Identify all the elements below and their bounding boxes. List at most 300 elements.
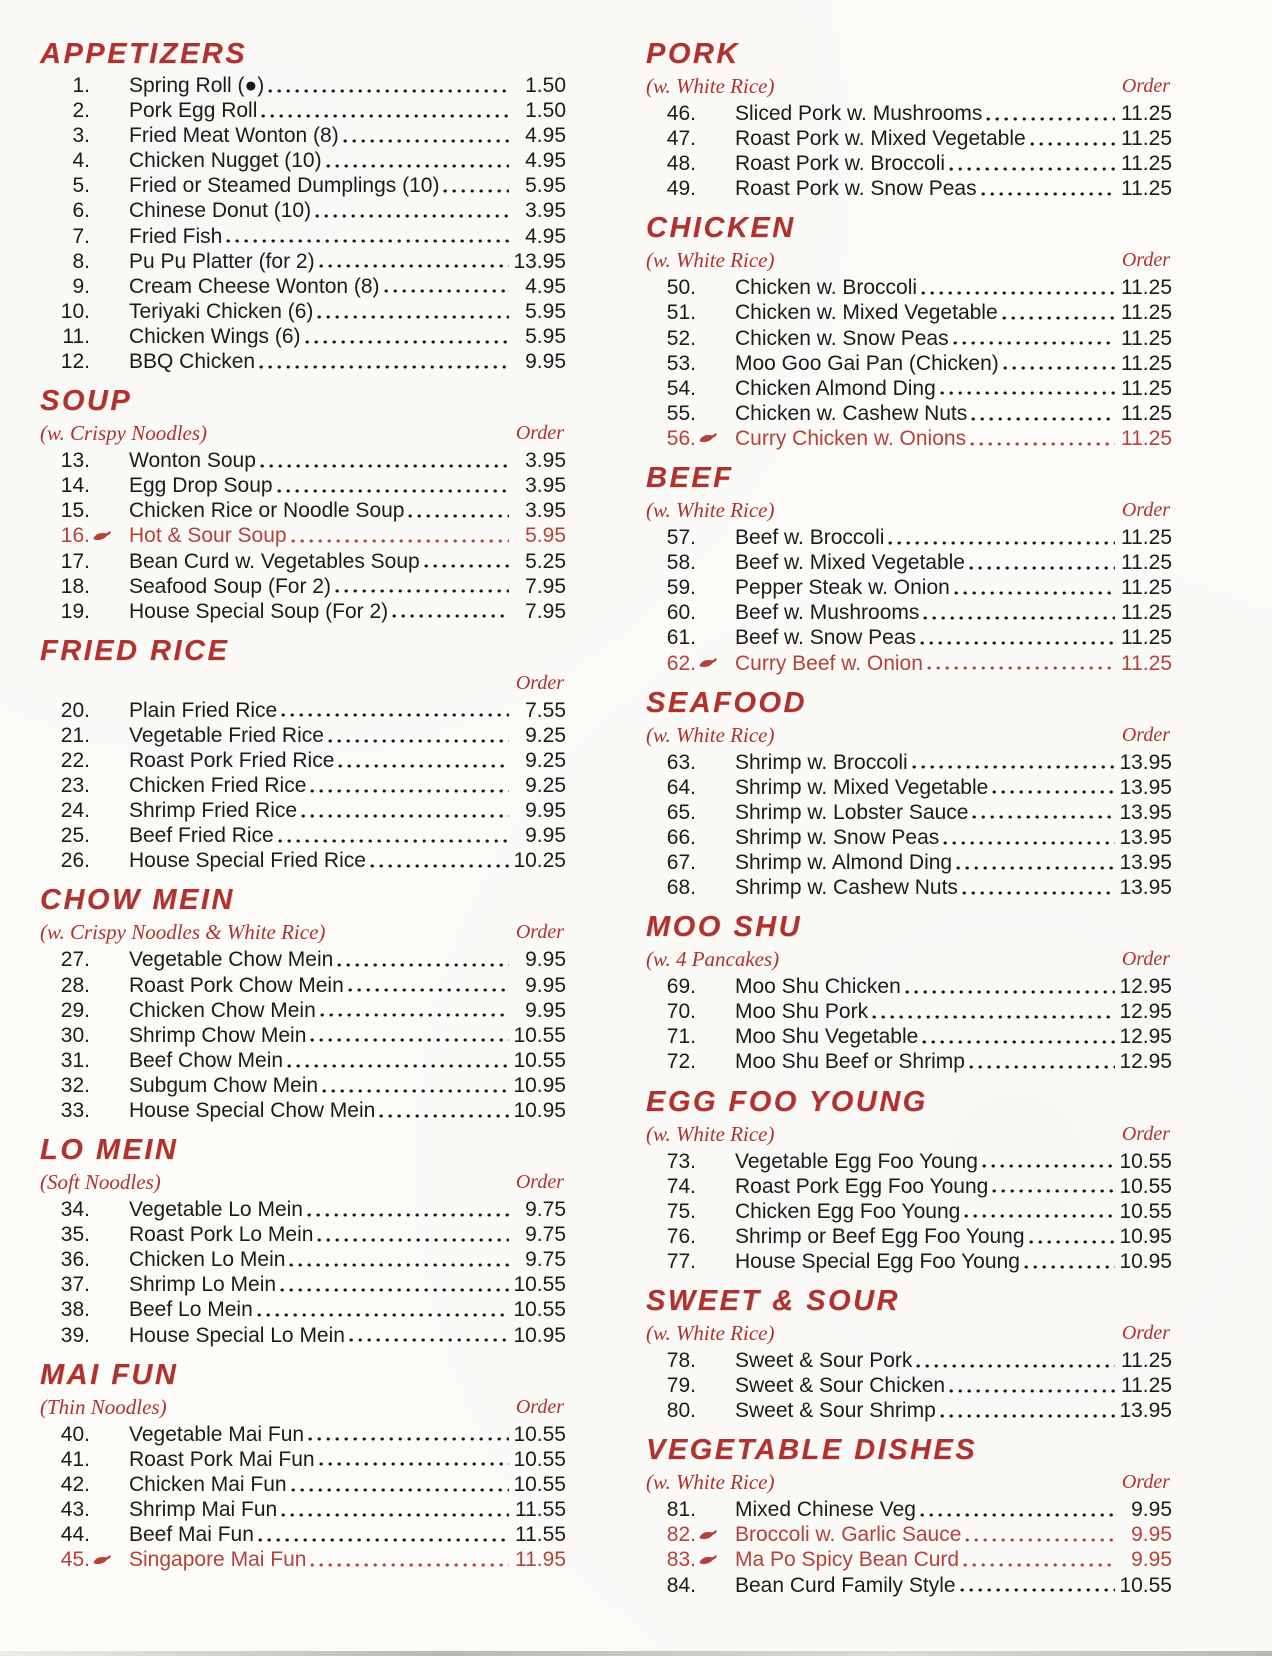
dot-leader bbox=[320, 998, 509, 1023]
section-subline bbox=[40, 1394, 566, 1421]
dot-leader bbox=[280, 1272, 509, 1297]
item-name: Shrimp Lo Mein bbox=[129, 1273, 277, 1297]
item-number: 57. bbox=[666, 526, 696, 550]
item-name: BBQ Chicken bbox=[129, 350, 256, 374]
menu-item-row bbox=[40, 1222, 566, 1247]
menu-item-row bbox=[646, 176, 1172, 201]
item-number: 42. bbox=[60, 1472, 90, 1496]
item-price: 10.95 bbox=[1119, 1249, 1172, 1273]
menu-item-row bbox=[40, 1522, 566, 1547]
dot-leader bbox=[872, 999, 1115, 1024]
item-name: Shrimp w. Almond Ding bbox=[735, 850, 953, 874]
dot-leader bbox=[289, 1247, 509, 1272]
item-number: 51. bbox=[666, 301, 696, 325]
menu-section bbox=[40, 1357, 566, 1573]
item-name: Shrimp w. Broccoli bbox=[735, 750, 908, 774]
dot-leader bbox=[916, 1348, 1115, 1373]
item-number: 9. bbox=[72, 274, 90, 298]
section-subtitle: (w. White Rice) bbox=[646, 498, 775, 523]
menu-column-right bbox=[646, 36, 1172, 1607]
item-name: Seafood Soup (For 2) bbox=[129, 574, 331, 598]
dot-leader bbox=[940, 1398, 1115, 1423]
dot-leader bbox=[912, 750, 1115, 775]
item-number: 58. bbox=[666, 551, 696, 575]
item-number: 38. bbox=[60, 1298, 90, 1322]
item-price: 3.95 bbox=[525, 199, 566, 223]
menu-item-row bbox=[40, 473, 566, 498]
menu-item-row bbox=[646, 1497, 1172, 1522]
section-subline bbox=[646, 1121, 1172, 1148]
dot-leader bbox=[268, 73, 509, 98]
item-name: Roast Pork Mai Fun bbox=[129, 1447, 315, 1471]
item-price: 7.95 bbox=[525, 599, 566, 623]
dot-leader bbox=[349, 1323, 509, 1348]
item-price: 11.25 bbox=[1121, 576, 1172, 600]
dot-leader bbox=[964, 1199, 1115, 1224]
item-number: 50. bbox=[666, 276, 696, 300]
item-number: 55. bbox=[666, 401, 696, 425]
item-price: 11.25 bbox=[1121, 351, 1172, 375]
dot-leader bbox=[965, 1522, 1115, 1547]
menu-item-row bbox=[40, 224, 566, 249]
item-price: 11.25 bbox=[1121, 526, 1172, 550]
menu-item-row bbox=[40, 123, 566, 148]
item-number: 65. bbox=[666, 800, 696, 824]
dot-leader bbox=[963, 1547, 1115, 1572]
item-price: 9.95 bbox=[525, 973, 566, 997]
menu-item-row bbox=[40, 448, 566, 473]
dot-leader bbox=[940, 376, 1115, 401]
dot-leader bbox=[943, 825, 1115, 850]
menu-item-row bbox=[646, 1049, 1172, 1074]
order-column-label: Order bbox=[515, 1395, 564, 1418]
menu-item-row bbox=[40, 249, 566, 274]
chili-pepper-icon bbox=[90, 530, 129, 542]
item-number: 73. bbox=[666, 1149, 696, 1173]
item-name: Chicken Almond Ding bbox=[735, 376, 936, 400]
dot-leader bbox=[922, 1024, 1115, 1049]
dot-leader bbox=[920, 625, 1115, 650]
item-price: 11.25 bbox=[1121, 551, 1172, 575]
item-price: 10.55 bbox=[513, 1422, 566, 1446]
item-number: 8. bbox=[72, 249, 90, 273]
item-number: 83. bbox=[666, 1548, 696, 1572]
order-column-label: Order bbox=[1121, 1122, 1170, 1145]
item-number: 33. bbox=[60, 1099, 90, 1122]
item-price: 11.25 bbox=[1121, 326, 1172, 350]
item-price: 9.95 bbox=[1131, 1498, 1172, 1522]
dot-leader bbox=[281, 1497, 509, 1522]
dot-leader bbox=[307, 1197, 509, 1222]
dot-leader bbox=[370, 848, 509, 873]
item-price: 11.25 bbox=[1121, 102, 1172, 125]
item-name: Fried Fish bbox=[129, 224, 223, 248]
item-price: 10.55 bbox=[1119, 1149, 1172, 1173]
order-column-label: Order bbox=[515, 921, 564, 944]
item-name: Moo Goo Gai Pan (Chicken) bbox=[735, 351, 999, 375]
menu-section bbox=[646, 685, 1172, 901]
menu-item-row bbox=[646, 1373, 1172, 1398]
order-column-label: Order bbox=[1121, 1471, 1170, 1494]
order-column-label: Order bbox=[515, 1171, 564, 1194]
item-price: 11.25 bbox=[1121, 651, 1172, 675]
item-price: 13.95 bbox=[1119, 750, 1172, 774]
item-price: 5.95 bbox=[525, 324, 566, 348]
item-price: 9.95 bbox=[1131, 1548, 1172, 1572]
item-number: 11. bbox=[62, 324, 90, 348]
item-price: 11.25 bbox=[1121, 127, 1172, 151]
item-name: Roast Pork w. Mixed Vegetable bbox=[735, 127, 1026, 151]
item-price: 10.55 bbox=[1119, 1199, 1172, 1223]
menu-item-row bbox=[646, 151, 1172, 176]
section-title: CHICKEN bbox=[646, 212, 796, 245]
menu-item-row bbox=[646, 1249, 1172, 1274]
menu-item-row bbox=[40, 798, 566, 823]
dot-leader bbox=[278, 823, 509, 848]
item-number: 5. bbox=[72, 174, 90, 198]
item-number: 32. bbox=[60, 1073, 90, 1097]
menu-item-row bbox=[646, 326, 1172, 351]
item-price: 5.95 bbox=[525, 299, 566, 323]
menu-item-row bbox=[40, 1497, 566, 1522]
dot-leader bbox=[949, 1373, 1115, 1398]
item-number: 66. bbox=[666, 825, 696, 849]
section-subtitle: (w. White Rice) bbox=[646, 1121, 775, 1146]
dot-leader bbox=[348, 973, 509, 998]
menu-section bbox=[646, 210, 1172, 451]
item-number: 29. bbox=[60, 998, 90, 1022]
menu-item-row bbox=[646, 275, 1172, 300]
item-name: Chicken Mai Fun bbox=[129, 1472, 287, 1496]
dot-leader bbox=[315, 198, 509, 223]
section-title: APPETIZERS bbox=[40, 38, 248, 70]
chili-pepper-icon bbox=[696, 657, 735, 669]
dot-leader bbox=[981, 176, 1115, 201]
menu-item-row bbox=[646, 651, 1172, 676]
menu-item-row bbox=[646, 401, 1172, 426]
item-price: 1.50 bbox=[525, 74, 566, 97]
menu-item-row bbox=[646, 850, 1172, 875]
dot-leader bbox=[960, 1573, 1115, 1598]
item-price: 13.95 bbox=[1119, 825, 1172, 849]
item-price: 9.95 bbox=[525, 948, 566, 972]
section-subtitle: (Thin Noodles) bbox=[40, 1394, 167, 1419]
menu-item-row bbox=[40, 274, 566, 299]
dot-leader bbox=[992, 1174, 1115, 1199]
item-name: Beef Chow Mein bbox=[129, 1048, 284, 1072]
item-name: Chicken w. Snow Peas bbox=[735, 326, 949, 350]
item-name: Hot & Sour Soup bbox=[129, 524, 287, 548]
menu-item-row bbox=[40, 523, 566, 548]
item-price: 11.25 bbox=[1121, 1349, 1172, 1372]
item-name: Moo Shu Vegetable bbox=[735, 1025, 919, 1049]
section-title: MAI FUN bbox=[40, 1358, 179, 1391]
item-name: Moo Shu Pork bbox=[735, 1000, 869, 1024]
item-price: 11.95 bbox=[515, 1548, 566, 1572]
item-price: 11.55 bbox=[515, 1523, 566, 1547]
item-name: Wonton Soup bbox=[129, 449, 256, 473]
item-price: 12.95 bbox=[1119, 1000, 1172, 1024]
menu-item-row bbox=[40, 173, 566, 198]
item-name: Moo Shu Chicken bbox=[735, 975, 901, 999]
item-price: 10.25 bbox=[513, 849, 566, 873]
item-name: Chicken Lo Mein bbox=[129, 1248, 286, 1272]
section-title: LO MEIN bbox=[40, 1134, 179, 1167]
dot-leader bbox=[384, 274, 509, 299]
item-name: Shrimp w. Snow Peas bbox=[735, 825, 940, 849]
dot-leader bbox=[261, 98, 509, 123]
menu-section bbox=[646, 909, 1172, 1074]
dot-leader bbox=[971, 401, 1115, 426]
item-number: 14. bbox=[60, 474, 90, 498]
item-number: 71. bbox=[666, 1025, 696, 1049]
item-price: 4.95 bbox=[525, 224, 566, 248]
dot-leader bbox=[305, 324, 509, 349]
item-number: 26. bbox=[60, 849, 90, 873]
item-price: 10.55 bbox=[513, 1273, 566, 1297]
item-name: Beef w. Broccoli bbox=[735, 526, 885, 550]
dot-leader bbox=[343, 123, 509, 148]
item-price: 13.95 bbox=[513, 249, 566, 273]
item-price: 3.95 bbox=[525, 474, 566, 498]
item-number: 41. bbox=[60, 1447, 90, 1471]
item-name: Vegetable Mai Fun bbox=[129, 1422, 305, 1446]
section-subtitle: (Soft Noodles) bbox=[40, 1170, 161, 1195]
section-title: SWEET & SOUR bbox=[646, 1285, 900, 1317]
dot-leader bbox=[1002, 300, 1115, 325]
menu-item-row bbox=[646, 750, 1172, 775]
item-name: Vegetable Fried Rice bbox=[129, 723, 324, 747]
menu-item-row bbox=[40, 1297, 566, 1322]
menu-item-row bbox=[40, 1447, 566, 1472]
dot-leader bbox=[956, 850, 1115, 875]
menu-item-row bbox=[646, 575, 1172, 600]
item-name: Chicken Rice or Noodle Soup bbox=[129, 499, 405, 523]
section-title: BEEF bbox=[646, 462, 734, 495]
item-name: Beef w. Mushrooms bbox=[735, 601, 920, 625]
dot-leader bbox=[949, 151, 1115, 176]
section-title: SOUP bbox=[40, 385, 133, 418]
item-price: 10.95 bbox=[513, 1323, 566, 1347]
item-price: 13.95 bbox=[1119, 850, 1172, 874]
menu-item-row bbox=[40, 1547, 566, 1572]
dot-leader bbox=[408, 498, 509, 523]
item-number: 77. bbox=[666, 1249, 696, 1273]
section-subline bbox=[40, 1169, 566, 1196]
item-number: 4. bbox=[72, 149, 90, 173]
item-price: 11.25 bbox=[1121, 177, 1172, 201]
chili-pepper-icon bbox=[90, 1554, 129, 1566]
menu-item-row bbox=[40, 1048, 566, 1073]
item-name: Roast Pork Lo Mein bbox=[129, 1223, 314, 1247]
item-name: Broccoli w. Garlic Sauce bbox=[735, 1523, 962, 1547]
menu-item-row bbox=[646, 550, 1172, 575]
dot-leader bbox=[969, 1049, 1115, 1074]
item-number: 18. bbox=[60, 574, 90, 598]
item-name: Chicken w. Mixed Vegetable bbox=[735, 301, 998, 325]
item-name: Shrimp Fried Rice bbox=[129, 799, 298, 823]
order-column-label: Order bbox=[1121, 1322, 1170, 1344]
item-price: 10.55 bbox=[513, 1298, 566, 1322]
item-number: 80. bbox=[666, 1399, 696, 1423]
item-price: 13.95 bbox=[1119, 1399, 1172, 1423]
menu-item-row bbox=[646, 1224, 1172, 1249]
menu-item-row bbox=[646, 800, 1172, 825]
dot-leader bbox=[335, 574, 509, 599]
dot-leader bbox=[310, 773, 509, 798]
menu-item-row bbox=[646, 300, 1172, 325]
dot-leader bbox=[1030, 126, 1115, 151]
dot-leader bbox=[923, 600, 1115, 625]
order-column-label: Order bbox=[515, 671, 564, 694]
item-price: 12.95 bbox=[1119, 975, 1172, 999]
section-subline bbox=[646, 1320, 1172, 1347]
menu-section bbox=[40, 36, 566, 374]
dot-leader bbox=[953, 326, 1115, 351]
dot-leader bbox=[287, 1048, 509, 1073]
item-number: 62. bbox=[666, 651, 696, 675]
item-number: 19. bbox=[60, 599, 90, 623]
menu-item-row bbox=[40, 299, 566, 324]
dot-leader bbox=[319, 1447, 509, 1472]
item-name: Beef w. Snow Peas bbox=[735, 626, 916, 650]
dot-leader bbox=[443, 173, 509, 198]
menu-item-row bbox=[646, 1547, 1172, 1572]
menu-column-left bbox=[40, 36, 566, 1581]
item-number: 74. bbox=[666, 1174, 696, 1198]
menu-item-row bbox=[40, 1023, 566, 1048]
item-name: Spring Roll (●) bbox=[129, 74, 265, 97]
item-number: 30. bbox=[60, 1023, 90, 1047]
section-title: PORK bbox=[646, 38, 740, 70]
item-name: Vegetable Chow Mein bbox=[129, 948, 334, 972]
item-price: 9.25 bbox=[525, 748, 566, 772]
item-number: 78. bbox=[666, 1349, 696, 1372]
menu-item-row bbox=[646, 600, 1172, 625]
item-number: 17. bbox=[60, 549, 90, 573]
order-column-label: Order bbox=[1121, 75, 1170, 97]
dot-leader bbox=[291, 523, 509, 548]
item-name: Vegetable Lo Mein bbox=[129, 1198, 303, 1222]
section-subtitle: (w. White Rice) bbox=[646, 74, 775, 98]
item-number: 75. bbox=[666, 1199, 696, 1223]
item-price: 12.95 bbox=[1119, 1025, 1172, 1049]
item-number: 35. bbox=[60, 1223, 90, 1247]
item-number: 52. bbox=[666, 326, 696, 350]
item-name: Pork Egg Roll bbox=[129, 99, 258, 123]
item-name: Bean Curd w. Vegetables Soup bbox=[129, 549, 420, 573]
item-price: 3.95 bbox=[525, 499, 566, 523]
item-number: 27. bbox=[60, 948, 90, 972]
menu-item-row bbox=[646, 376, 1172, 401]
item-price: 11.25 bbox=[1121, 276, 1172, 300]
item-number: 48. bbox=[666, 152, 696, 176]
item-price: 1.50 bbox=[525, 99, 566, 123]
dot-leader bbox=[982, 1149, 1115, 1174]
item-price: 3.95 bbox=[525, 449, 566, 473]
dot-leader bbox=[379, 1098, 509, 1123]
menu-item-row bbox=[40, 498, 566, 523]
dot-leader bbox=[301, 798, 509, 823]
item-price: 10.95 bbox=[513, 1073, 566, 1097]
section-subline bbox=[646, 247, 1172, 274]
menu-item-row bbox=[40, 349, 566, 374]
section-title: CHOW MEIN bbox=[40, 884, 235, 917]
dot-leader bbox=[226, 224, 509, 249]
dot-leader bbox=[970, 426, 1115, 451]
item-name: Bean Curd Family Style bbox=[735, 1573, 956, 1597]
item-name: House Special Fried Rice bbox=[129, 849, 366, 873]
menu-item-row bbox=[646, 1024, 1172, 1049]
order-column-label: Order bbox=[1121, 249, 1170, 272]
item-price: 9.95 bbox=[525, 998, 566, 1022]
item-price: 10.55 bbox=[513, 1472, 566, 1496]
menu-item-row bbox=[40, 1247, 566, 1272]
item-price: 10.55 bbox=[1119, 1174, 1172, 1198]
dot-leader bbox=[972, 800, 1115, 825]
section-subtitle: (w. Crispy Noodles) bbox=[40, 421, 208, 446]
section-subline bbox=[40, 420, 566, 447]
menu-section bbox=[646, 1432, 1172, 1597]
item-number: 64. bbox=[666, 775, 696, 799]
item-number: 61. bbox=[666, 626, 696, 650]
item-name: Shrimp or Beef Egg Foo Young bbox=[735, 1224, 1025, 1248]
item-price: 9.95 bbox=[525, 799, 566, 823]
item-name: Curry Beef w. Onion bbox=[735, 651, 923, 675]
dot-leader bbox=[424, 549, 509, 574]
item-price: 13.95 bbox=[1119, 775, 1172, 799]
menu-item-row bbox=[40, 748, 566, 773]
menu-item-row bbox=[40, 198, 566, 223]
item-price: 9.95 bbox=[525, 350, 566, 374]
menu-section bbox=[40, 383, 566, 624]
menu-item-row bbox=[40, 73, 566, 98]
item-name: Pepper Steak w. Onion bbox=[735, 576, 950, 600]
item-price: 10.55 bbox=[513, 1048, 566, 1072]
section-subtitle: (w. 4 Pancakes) bbox=[646, 947, 780, 972]
item-number: 21. bbox=[60, 723, 90, 747]
dot-leader bbox=[319, 249, 509, 274]
item-price: 7.55 bbox=[525, 698, 566, 722]
item-name: Sweet & Sour Pork bbox=[735, 1349, 913, 1372]
item-name: Egg Drop Soup bbox=[129, 474, 273, 498]
item-name: Beef Fried Rice bbox=[129, 824, 274, 848]
dot-leader bbox=[905, 974, 1115, 999]
item-name: House Special Egg Foo Young bbox=[735, 1249, 1020, 1273]
item-price: 9.75 bbox=[525, 1248, 566, 1272]
dot-leader bbox=[328, 723, 509, 748]
section-subline bbox=[40, 670, 566, 697]
item-number: 36. bbox=[60, 1248, 90, 1272]
item-number: 12. bbox=[60, 350, 90, 374]
section-title: EGG FOO YOUNG bbox=[646, 1085, 928, 1118]
item-name: Fried Meat Wonton (8) bbox=[129, 124, 339, 148]
item-name: Beef Mai Fun bbox=[129, 1523, 254, 1547]
item-number: 70. bbox=[666, 1000, 696, 1024]
menu-item-row bbox=[40, 148, 566, 173]
item-name: Mixed Chinese Veg bbox=[735, 1498, 916, 1522]
menu-item-row bbox=[646, 351, 1172, 376]
order-column-label: Order bbox=[1121, 499, 1170, 522]
item-name: Curry Chicken w. Onions bbox=[735, 426, 967, 450]
section-subtitle: (w. Crispy Noodles & White Rice) bbox=[40, 920, 326, 945]
item-name: Subgum Chow Mein bbox=[129, 1073, 319, 1097]
item-price: 9.25 bbox=[525, 774, 566, 798]
item-name: Chicken w. Cashew Nuts bbox=[735, 401, 968, 425]
scan-edge-artifact bbox=[0, 1651, 1272, 1656]
order-column-label: Order bbox=[1121, 723, 1170, 746]
menu-item-row bbox=[40, 599, 566, 624]
